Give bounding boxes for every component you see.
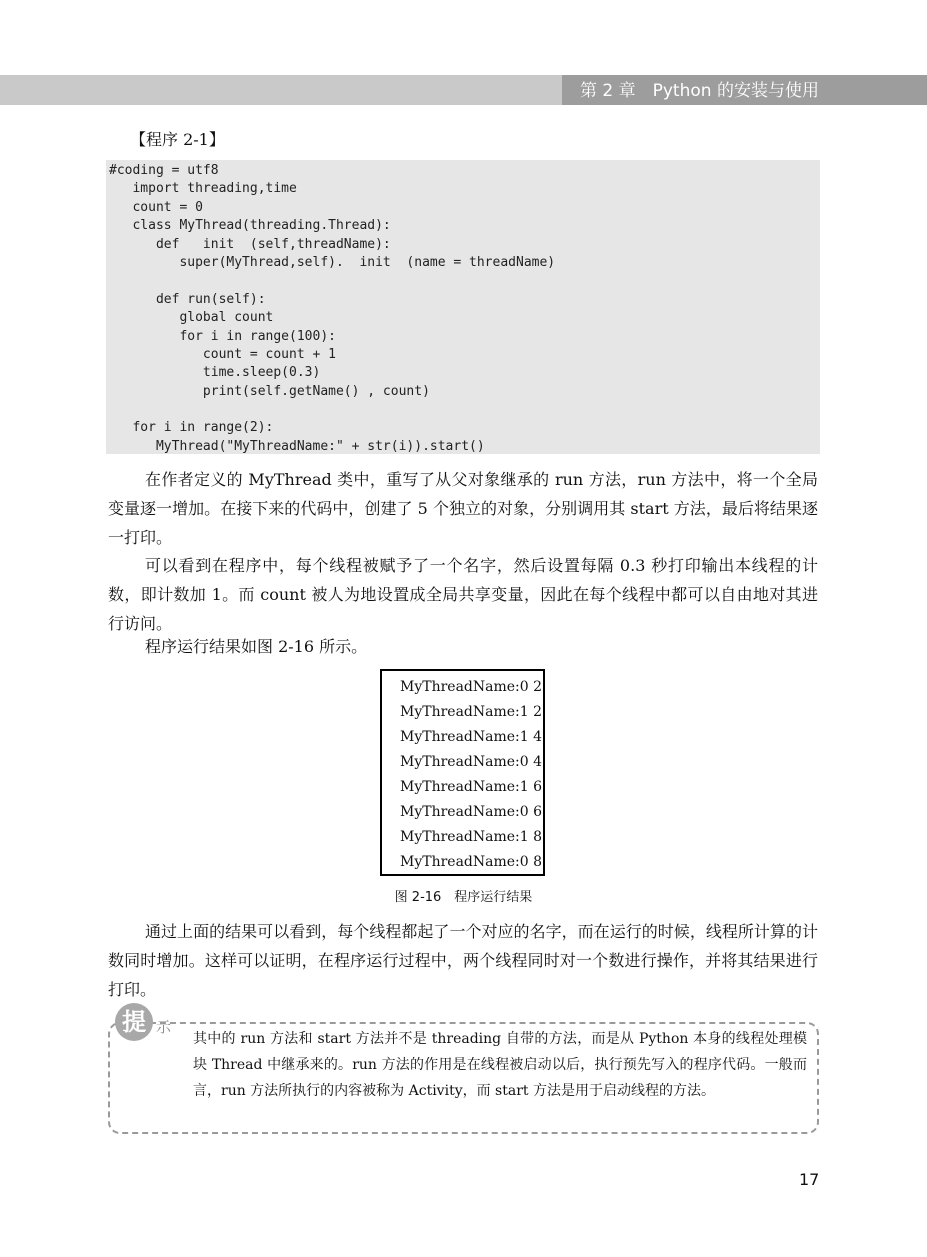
output-line: MyThreadName:1 4 (400, 729, 543, 745)
chapter-title: 第 2 章 Python 的安装与使用 (580, 81, 819, 101)
code-line: print(self.getName() , count) (109, 383, 430, 399)
code-block (106, 160, 820, 454)
paragraph-result-intro: 程序运行结果如图 2-16 所示。 (145, 637, 368, 656)
figure-caption: 图 2-16 程序运行结果 (394, 890, 533, 905)
code-line: class MyThread(threading.Thread): (109, 218, 391, 234)
output-line: MyThreadName:0 6 (400, 804, 543, 820)
paragraph-conclusion: 通过上面的结果可以看到，每个线程都起了一个对应的名字，而在运行的时候，线程所计算的计数同时增加。这样可以证明，在程序运行过程中，两个线程同时对一个数进行操作，并将其结果进行打印。 (108, 922, 818, 999)
code-line: for i in range(100): (109, 328, 336, 344)
code-line: def run(self): (109, 291, 266, 307)
code-line: MyThread("MyThreadName:" + str(i)).start() (109, 438, 485, 454)
page-number: 17 (799, 1170, 820, 1189)
code-line: def init (self,threadName): (109, 236, 391, 252)
code-line (109, 272, 820, 290)
paragraph-thread-naming: 可以看到在程序中，每个线程被赋予了一个名字，然后设置每隔 0.3 秒打印输出本线程的计数，即计数加 1。而 count 被人为地设置成全局共享变量，因此在每个线程中都可以自由地对其进行访问。 (108, 556, 818, 633)
paragraph-mythread-description: 在作者定义的 MyThread 类中，重写了从父对象继承的 run 方法，run 方法中，将一个全局变量逐一增加。在接下来的代码中，创建了 5 个独立的对象，分别调用其 start 方法，最后将结果逐一打印。 (108, 470, 818, 547)
code-line: super(MyThread,self). init (name = threadName) (109, 254, 556, 270)
tip-text: 其中的 run 方法和 start 方法并不是 threading 自带的方法，而是从 Python 本身的线程处理模块 Thread 中继承来的。run 方法的作用是在线程被启动以后，执行预先写入的程序代码。一般而言，run 方法所执行的内容被称为 Activity，而 start 方法是用于启动线程的方法。 (193, 1031, 807, 1099)
output-line: MyThreadName:1 6 (400, 779, 543, 795)
output-line: MyThreadName:1 8 (400, 829, 543, 845)
tip-badge-label: 示 (156, 1018, 172, 1036)
output-line: MyThreadName:0 4 (400, 754, 543, 770)
output-line: MyThreadName:0 2 (400, 679, 543, 695)
code-line: #coding = utf8 (109, 163, 219, 178)
code-line (109, 401, 820, 419)
code-line: count = count + 1 (109, 346, 336, 362)
program-label: 【程序 2-1】 (130, 130, 225, 149)
output-line: MyThreadName:0 8 (400, 854, 543, 870)
code-line: count = 0 (109, 199, 203, 215)
code-line: global count (109, 310, 274, 326)
code-line: for i in range(2): (109, 420, 274, 436)
output-line: MyThreadName:1 2 (400, 704, 543, 720)
program-output-figure (380, 669, 545, 876)
tip-badge-icon: 提 (115, 1003, 153, 1041)
code-line: time.sleep(0.3) (109, 365, 321, 381)
code-line: import threading,time (109, 181, 297, 197)
